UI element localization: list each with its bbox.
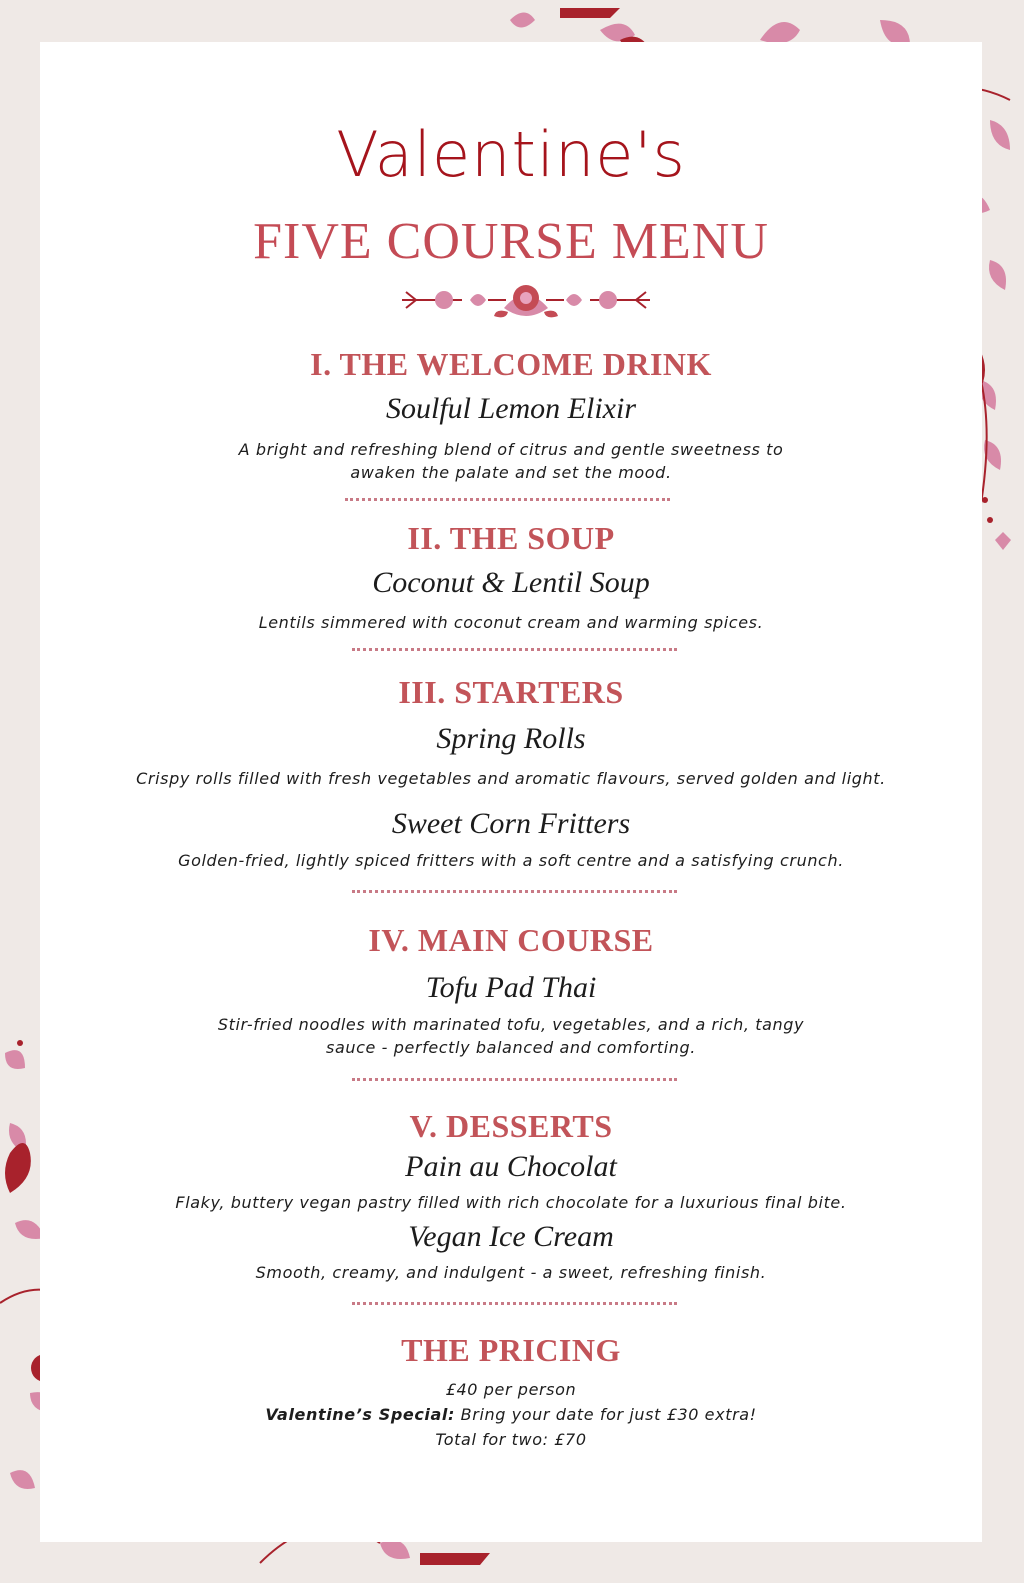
dish-description: Stir-fried noodles with marinated tofu, vegetables, and a rich, tangy bbox=[217, 1015, 805, 1034]
dotted-divider bbox=[352, 648, 677, 651]
dotted-divider bbox=[345, 498, 670, 501]
section-heading-soup: II. THE SOUP bbox=[407, 520, 615, 556]
section-heading-pricing: THE PRICING bbox=[401, 1332, 621, 1368]
special-text: Bring your date for just £30 extra! bbox=[455, 1405, 757, 1424]
dish-name: Sweet Corn Fritters bbox=[391, 807, 631, 840]
dotted-divider bbox=[352, 1078, 677, 1081]
section-heading-welcome-drink: I. THE WELCOME DRINK bbox=[310, 346, 712, 382]
price-per-person: £40 per person bbox=[445, 1380, 577, 1399]
dish-description: Crispy rolls filled with fresh vegetables and aromatic flavours, served golden and light. bbox=[136, 769, 886, 788]
dish-name: Coconut & Lentil Soup bbox=[372, 566, 650, 599]
valentines-special bbox=[40, 1403, 982, 1427]
price-total: Total for two: £70 bbox=[435, 1430, 587, 1449]
dish-name: Tofu Pad Thai bbox=[425, 971, 597, 1004]
special-label: Valentine’s Special: bbox=[265, 1405, 455, 1424]
dish-name: Soulful Lemon Elixir bbox=[386, 392, 636, 425]
menu-subtitle: FIVE COURSE MENU bbox=[253, 213, 769, 270]
dish-description: Flaky, buttery vegan pastry filled with rich chocolate for a luxurious final bite. bbox=[175, 1193, 847, 1212]
dish-description: awaken the palate and set the mood. bbox=[350, 463, 672, 482]
section-heading-desserts: V. DESSERTS bbox=[409, 1108, 613, 1144]
section-heading-starters: III. STARTERS bbox=[398, 674, 624, 710]
dish-name: Pain au Chocolat bbox=[405, 1150, 617, 1183]
dish-description: Smooth, creamy, and indulgent - a sweet, refreshing finish. bbox=[255, 1263, 767, 1282]
floral-divider-ornament bbox=[398, 278, 654, 322]
section-heading-main-course: IV. MAIN COURSE bbox=[368, 922, 654, 958]
dotted-divider bbox=[352, 1302, 677, 1305]
dish-description: sauce - perfectly balanced and comforting. bbox=[326, 1038, 696, 1057]
dish-description: Lentils simmered with coconut cream and warming spices. bbox=[258, 613, 764, 632]
dish-name: Vegan Ice Cream bbox=[408, 1220, 614, 1253]
dish-description: Golden-fried, lightly spiced fritters with a soft centre and a satisfying crunch. bbox=[178, 851, 844, 870]
dish-name: Spring Rolls bbox=[436, 722, 586, 755]
menu-title: Valentine's bbox=[336, 118, 686, 191]
dotted-divider bbox=[352, 890, 677, 893]
dish-description: A bright and refreshing blend of citrus and gentle sweetness to bbox=[238, 440, 784, 459]
